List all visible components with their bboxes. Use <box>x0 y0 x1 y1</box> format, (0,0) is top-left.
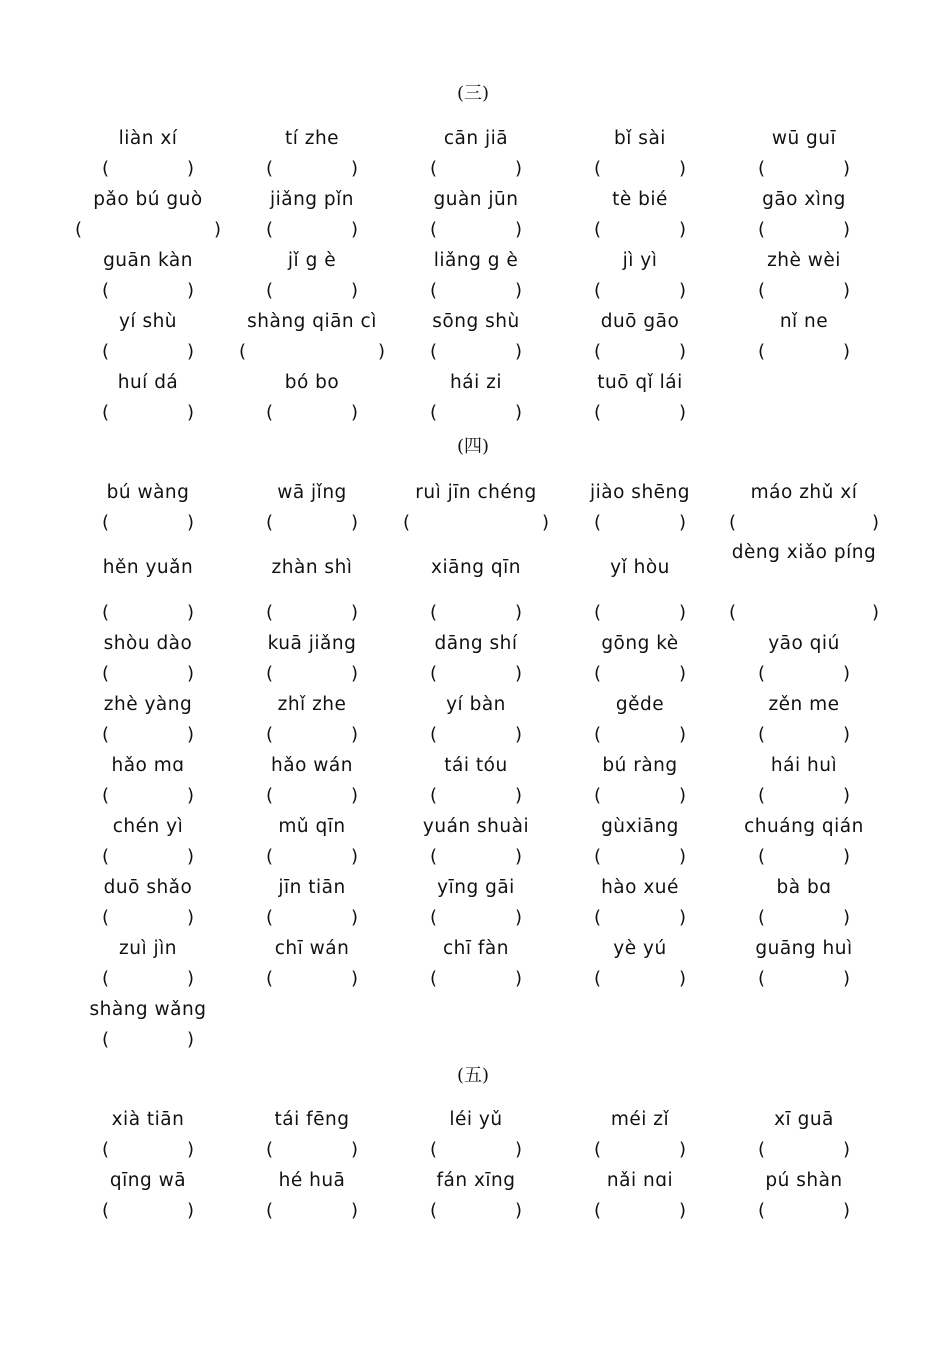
word-item <box>722 477 886 538</box>
answer-blank[interactable]: ( ) <box>594 785 686 806</box>
answer-blank[interactable]: ( ) <box>729 602 879 623</box>
answer-blank[interactable]: ( ) <box>430 663 522 684</box>
section-5-grid <box>66 1104 866 1226</box>
word-item <box>722 123 886 184</box>
answer-blank[interactable]: ( ) <box>102 907 194 928</box>
section-title-3: (三) <box>456 83 490 104</box>
pinyin-label: chén yì <box>112 815 184 837</box>
pinyin-label: jiào shēng <box>589 481 691 503</box>
word-item <box>394 367 558 428</box>
answer-blank[interactable]: ( ) <box>102 724 194 745</box>
pinyin-label: yuán shuài <box>422 815 530 837</box>
pinyin-label: méi zǐ <box>610 1108 670 1130</box>
answer-blank[interactable]: ( ) <box>102 1139 194 1160</box>
word-item <box>558 538 722 628</box>
word-item <box>230 306 394 367</box>
word-item <box>558 1104 722 1165</box>
pinyin-label: máo zhǔ xí <box>750 481 858 503</box>
answer-blank[interactable]: ( ) <box>102 512 194 533</box>
answer-blank[interactable]: ( ) <box>594 512 686 533</box>
answer-blank[interactable]: ( ) <box>729 512 879 533</box>
pinyin-label: jǐ g è <box>287 249 337 271</box>
pinyin-label: hào xué <box>601 876 679 898</box>
word-item <box>722 306 886 367</box>
word-item <box>558 689 722 750</box>
pinyin-label: guàn jūn <box>433 188 519 210</box>
word-item <box>394 750 558 811</box>
answer-blank[interactable]: ( ) <box>102 280 194 301</box>
word-item <box>230 184 394 245</box>
pinyin-label: xià tiān <box>111 1108 185 1130</box>
answer-blank[interactable]: ( ) <box>102 1200 194 1221</box>
answer-blank[interactable]: ( ) <box>430 602 522 623</box>
answer-blank[interactable]: ( ) <box>266 512 358 533</box>
answer-blank[interactable]: ( ) <box>758 1139 850 1160</box>
word-item <box>722 811 886 872</box>
answer-blank[interactable]: ( ) <box>594 1139 686 1160</box>
word-item <box>394 306 558 367</box>
pinyin-label: dāng shí <box>434 632 518 654</box>
pinyin-label: hǎo wán <box>271 754 353 776</box>
pinyin-label: léi yǔ <box>449 1108 503 1130</box>
word-item <box>230 689 394 750</box>
word-item <box>66 811 230 872</box>
answer-blank[interactable]: ( ) <box>75 219 221 240</box>
pinyin-label: wā jǐng <box>277 481 347 503</box>
pinyin-label: yǐ hòu <box>610 557 670 578</box>
answer-blank[interactable]: ( ) <box>430 341 522 362</box>
answer-blank[interactable]: ( ) <box>102 1029 194 1050</box>
pinyin-label: zhè yàng <box>103 693 193 715</box>
word-item <box>722 245 886 306</box>
word-item <box>722 689 886 750</box>
answer-blank[interactable]: ( ) <box>266 724 358 745</box>
word-item <box>722 872 886 933</box>
pinyin-label: nǐ ne <box>779 310 829 332</box>
word-item <box>394 933 558 994</box>
pinyin-label: hé huā <box>278 1169 346 1191</box>
pinyin-label: xiāng qīn <box>431 557 521 578</box>
pinyin-label: tái tóu <box>444 754 508 776</box>
pinyin-label: tí zhe <box>284 127 340 149</box>
word-item <box>66 245 230 306</box>
word-item <box>66 306 230 367</box>
answer-blank[interactable]: ( ) <box>594 280 686 301</box>
answer-blank[interactable]: ( ) <box>758 219 850 240</box>
answer-blank[interactable]: ( ) <box>758 907 850 928</box>
word-item <box>394 538 558 628</box>
pinyin-label: shàng qiān cì <box>247 310 377 332</box>
pinyin-label: liǎng g è <box>433 249 519 271</box>
answer-blank[interactable]: ( ) <box>758 158 850 179</box>
answer-blank[interactable]: ( ) <box>594 402 686 423</box>
pinyin-label: guān kàn <box>103 249 193 271</box>
answer-blank[interactable]: ( ) <box>594 968 686 989</box>
answer-blank[interactable]: ( ) <box>266 402 358 423</box>
pinyin-label: yí shù <box>118 310 178 332</box>
pinyin-label: bǐ sài <box>614 127 666 149</box>
answer-blank[interactable]: ( ) <box>403 512 549 533</box>
word-item <box>230 538 394 628</box>
pinyin-label: bú ràng <box>602 754 678 776</box>
pinyin-label: mǔ qīn <box>278 815 346 837</box>
pinyin-label: zuì jìn <box>119 937 177 959</box>
pinyin-label: gōng kè <box>601 632 679 654</box>
pinyin-label: hái zi <box>450 371 502 393</box>
pinyin-label: pǎo bú guò <box>93 188 203 210</box>
answer-blank[interactable]: ( ) <box>594 663 686 684</box>
word-item <box>722 1104 886 1165</box>
answer-blank[interactable]: ( ) <box>266 280 358 301</box>
word-item <box>230 1104 394 1165</box>
pinyin-label: ruì jīn chéng <box>415 481 537 503</box>
answer-blank[interactable]: ( ) <box>430 402 522 423</box>
section-3-grid <box>66 123 866 428</box>
answer-blank[interactable]: ( ) <box>239 341 385 362</box>
pinyin-label: jì yì <box>622 249 658 271</box>
answer-blank[interactable]: ( ) <box>430 846 522 867</box>
pinyin-label: guāng huì <box>755 937 853 959</box>
word-item <box>230 367 394 428</box>
pinyin-label: nǎi nɑi <box>606 1169 674 1191</box>
pinyin-label: tái fēng <box>274 1108 350 1130</box>
answer-blank[interactable]: ( ) <box>266 785 358 806</box>
answer-blank[interactable]: ( ) <box>102 663 194 684</box>
word-item <box>66 367 230 428</box>
pinyin-label: wū guī <box>771 127 837 149</box>
answer-blank[interactable]: ( ) <box>266 907 358 928</box>
word-item <box>66 872 230 933</box>
answer-blank[interactable]: ( ) <box>594 724 686 745</box>
word-item <box>66 538 230 628</box>
answer-blank[interactable]: ( ) <box>266 219 358 240</box>
pinyin-label: gùxiāng <box>601 815 679 837</box>
answer-blank[interactable]: ( ) <box>430 158 522 179</box>
word-item <box>558 811 722 872</box>
section-title-5: (五) <box>456 1065 490 1086</box>
word-item <box>394 872 558 933</box>
answer-blank[interactable]: ( ) <box>102 846 194 867</box>
answer-blank[interactable]: ( ) <box>102 785 194 806</box>
answer-blank[interactable]: ( ) <box>102 158 194 179</box>
word-item <box>394 689 558 750</box>
answer-blank[interactable]: ( ) <box>430 280 522 301</box>
pinyin-label: chī fàn <box>443 937 509 959</box>
pinyin-label: cān jiā <box>443 127 509 149</box>
pinyin-label: tuō qǐ lái <box>597 371 683 393</box>
word-item <box>230 477 394 538</box>
word-item <box>230 245 394 306</box>
pinyin-label: zhǐ zhe <box>277 693 347 715</box>
answer-blank[interactable]: ( ) <box>430 1200 522 1221</box>
pinyin-label: pú shàn <box>765 1169 843 1191</box>
pinyin-label: bú wàng <box>106 481 190 503</box>
pinyin-label: yè yú <box>613 937 667 959</box>
answer-blank[interactable]: ( ) <box>266 158 358 179</box>
word-item <box>558 628 722 689</box>
answer-blank[interactable]: ( ) <box>594 846 686 867</box>
section-4-grid <box>66 477 879 1055</box>
pinyin-label: gāo xìng <box>762 188 846 210</box>
answer-blank[interactable]: ( ) <box>266 602 358 623</box>
word-item <box>66 1165 230 1226</box>
answer-blank[interactable]: ( ) <box>758 663 850 684</box>
word-item <box>230 811 394 872</box>
answer-blank[interactable]: ( ) <box>758 785 850 806</box>
word-item <box>230 933 394 994</box>
word-item <box>394 1104 558 1165</box>
answer-blank[interactable]: ( ) <box>102 341 194 362</box>
word-item <box>394 184 558 245</box>
answer-blank[interactable]: ( ) <box>102 402 194 423</box>
word-item <box>394 245 558 306</box>
word-item <box>66 184 230 245</box>
word-item <box>230 872 394 933</box>
pinyin-label: jīn tiān <box>278 876 346 898</box>
word-item <box>722 538 886 628</box>
answer-blank[interactable]: ( ) <box>102 968 194 989</box>
word-item <box>394 123 558 184</box>
word-item <box>230 1165 394 1226</box>
answer-blank[interactable]: ( ) <box>758 280 850 301</box>
pinyin-label: zhè wèi <box>767 249 841 271</box>
pinyin-label: hái huì <box>770 754 838 776</box>
pinyin-label: duō gāo <box>600 310 680 332</box>
answer-blank[interactable]: ( ) <box>430 219 522 240</box>
word-item <box>66 123 230 184</box>
pinyin-label: zhàn shì <box>271 557 353 578</box>
answer-blank[interactable]: ( ) <box>594 158 686 179</box>
answer-blank[interactable]: ( ) <box>758 846 850 867</box>
pinyin-label: liàn xí <box>118 127 178 149</box>
word-item <box>558 750 722 811</box>
pinyin-label: hěn yuǎn <box>102 557 194 578</box>
word-item <box>66 628 230 689</box>
answer-blank[interactable]: ( ) <box>758 724 850 745</box>
answer-blank[interactable]: ( ) <box>430 785 522 806</box>
answer-blank[interactable]: ( ) <box>266 846 358 867</box>
word-item <box>66 1104 230 1165</box>
answer-blank[interactable]: ( ) <box>430 968 522 989</box>
answer-blank[interactable]: ( ) <box>594 219 686 240</box>
answer-blank[interactable]: ( ) <box>266 1200 358 1221</box>
answer-blank[interactable]: ( ) <box>102 602 194 623</box>
word-item <box>722 628 886 689</box>
pinyin-label: duō shǎo <box>103 876 193 898</box>
word-item <box>722 1165 886 1226</box>
answer-blank[interactable]: ( ) <box>266 1139 358 1160</box>
answer-blank[interactable]: ( ) <box>594 907 686 928</box>
pinyin-label: zěn me <box>768 693 840 715</box>
word-item <box>66 750 230 811</box>
answer-blank[interactable]: ( ) <box>758 968 850 989</box>
pinyin-label: hǎo mɑ <box>111 754 185 776</box>
word-item <box>394 477 558 538</box>
word-item <box>558 477 722 538</box>
word-item <box>722 184 886 245</box>
word-item <box>558 306 722 367</box>
answer-blank[interactable]: ( ) <box>594 602 686 623</box>
answer-blank[interactable]: ( ) <box>594 341 686 362</box>
pinyin-label: jiǎng pǐn <box>269 188 355 210</box>
word-item <box>394 811 558 872</box>
pinyin-label: shòu dào <box>103 632 193 654</box>
pinyin-label: huí dá <box>117 371 179 393</box>
word-item <box>394 628 558 689</box>
word-item <box>558 872 722 933</box>
pinyin-label: dèng xiǎo píng <box>731 542 877 563</box>
pinyin-label: fán xīng <box>436 1169 516 1191</box>
word-item <box>558 1165 722 1226</box>
pinyin-label: bó bo <box>284 371 340 393</box>
pinyin-label: yí bàn <box>446 693 506 715</box>
word-item <box>66 933 230 994</box>
answer-blank[interactable]: ( ) <box>594 1200 686 1221</box>
pinyin-label: yīng gāi <box>437 876 515 898</box>
word-item <box>558 933 722 994</box>
word-item <box>558 367 722 428</box>
pinyin-label: tè bié <box>612 188 668 210</box>
pinyin-label: chī wán <box>274 937 350 959</box>
word-item <box>230 123 394 184</box>
word-item <box>66 477 230 538</box>
word-item <box>66 994 230 1055</box>
pinyin-label: shàng wǎng <box>89 998 207 1020</box>
word-item <box>722 933 886 994</box>
answer-blank[interactable]: ( ) <box>430 1139 522 1160</box>
answer-blank[interactable]: ( ) <box>266 663 358 684</box>
word-item <box>230 628 394 689</box>
pinyin-label: chuáng qián <box>744 815 864 837</box>
pinyin-label: yāo qiú <box>768 632 840 654</box>
pinyin-label: sōng shù <box>432 310 520 332</box>
pinyin-label: qīng wā <box>109 1169 187 1191</box>
answer-blank[interactable]: ( ) <box>266 968 358 989</box>
word-item <box>722 750 886 811</box>
pinyin-label: xī guā <box>774 1108 834 1130</box>
answer-blank[interactable]: ( ) <box>430 907 522 928</box>
pinyin-label: kuā jiǎng <box>267 632 357 654</box>
pinyin-label: gěde <box>615 693 665 715</box>
word-item <box>558 245 722 306</box>
word-item <box>394 1165 558 1226</box>
answer-blank[interactable]: ( ) <box>430 724 522 745</box>
word-item <box>558 123 722 184</box>
answer-blank[interactable]: ( ) <box>758 341 850 362</box>
section-title-4: (四) <box>456 436 490 457</box>
pinyin-label: bà bɑ <box>776 876 832 898</box>
word-item <box>66 689 230 750</box>
word-item <box>558 184 722 245</box>
answer-blank[interactable]: ( ) <box>758 1200 850 1221</box>
word-item <box>230 750 394 811</box>
